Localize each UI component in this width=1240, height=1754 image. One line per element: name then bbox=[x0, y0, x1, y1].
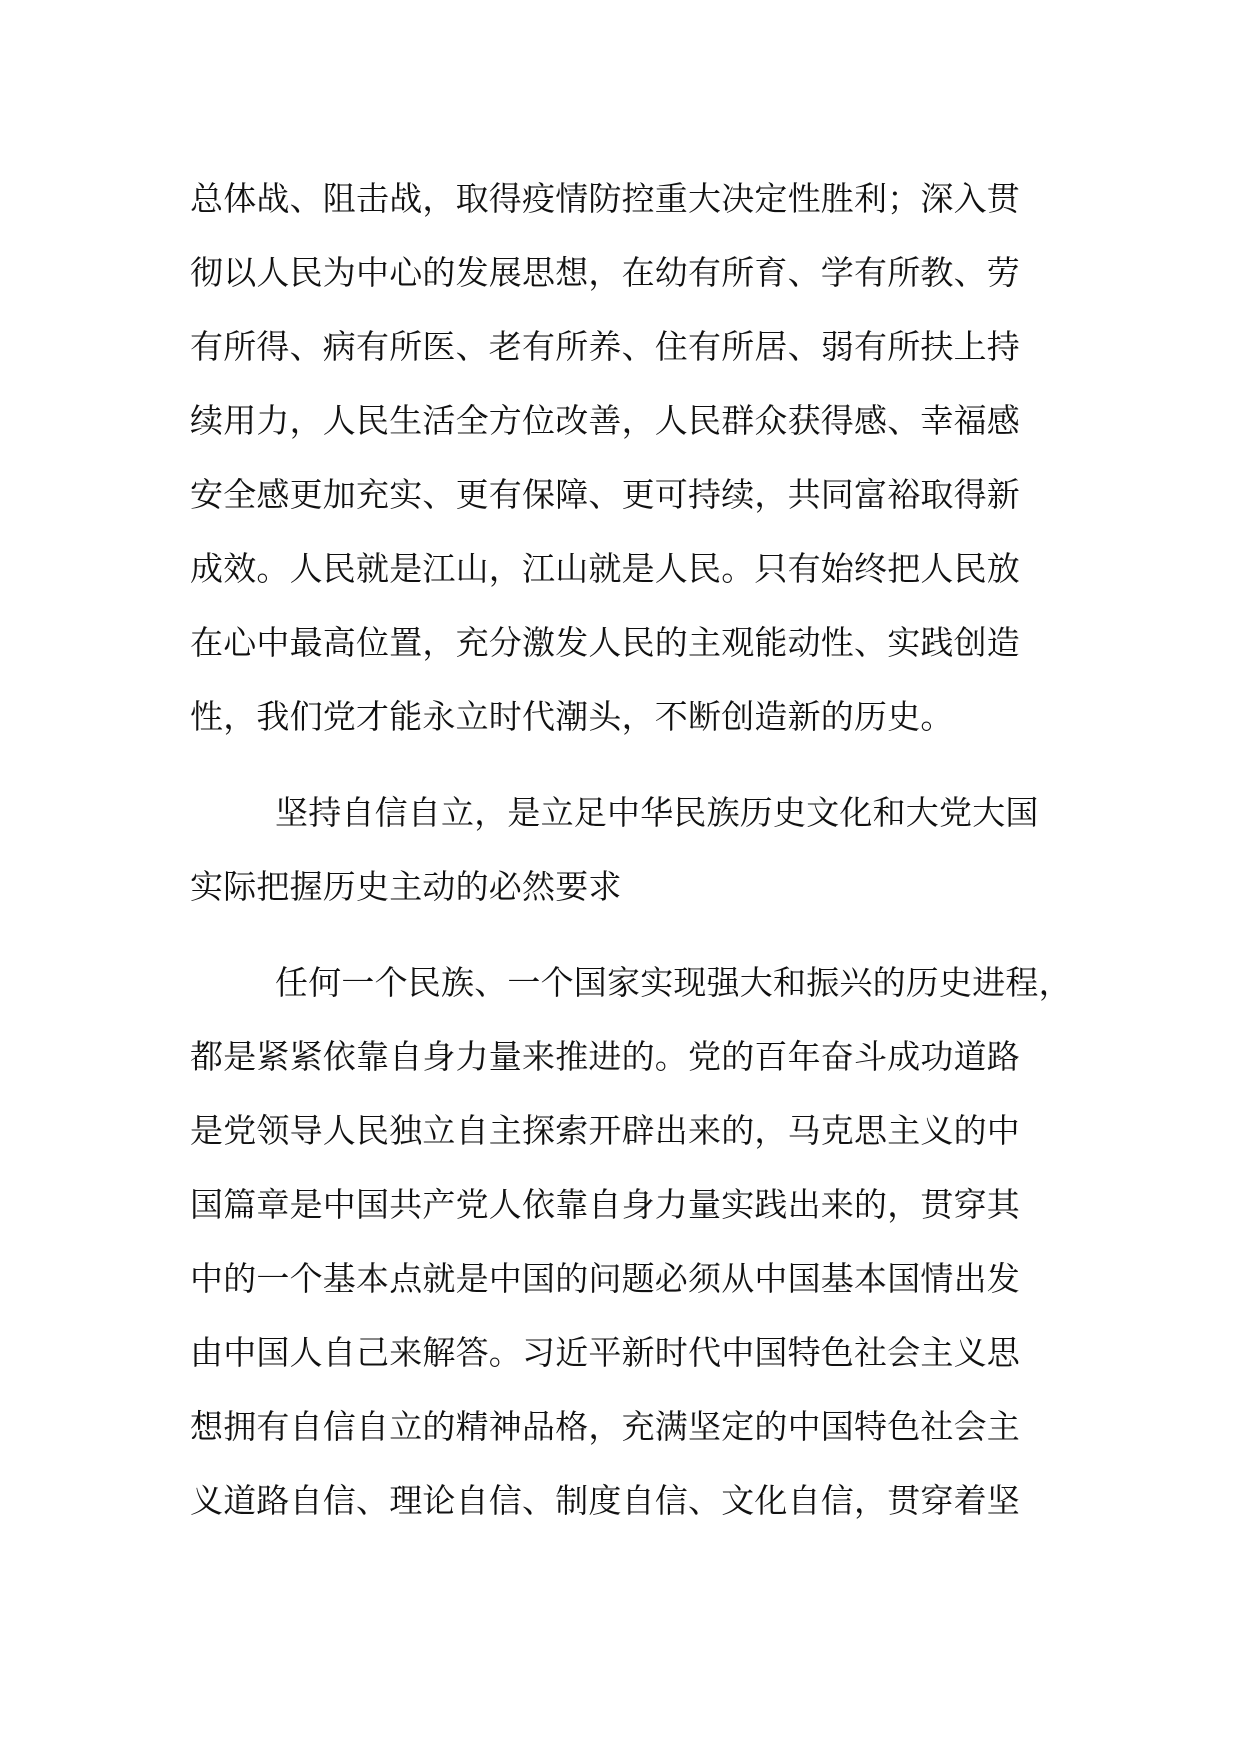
heading-line: 坚持自信自立，是立足中华民族历史文化和大党大国 bbox=[275, 793, 1039, 832]
paragraph-line: 都是紧紧依靠自身力量来推进的。党的百年奋斗成功道路 bbox=[190, 1037, 1020, 1076]
paragraph-line: 彻以人民为中心的发展思想，在幼有所育、学有所教、劳 bbox=[190, 253, 1020, 292]
section-heading bbox=[190, 776, 1050, 924]
paragraph-line: 任何一个民族、一个国家实现强大和振兴的历史进程， bbox=[275, 963, 1072, 1002]
paragraph-line: 在心中最高位置，充分激发人民的主观能动性、实践创造 bbox=[190, 623, 1020, 662]
paragraph-line: 由中国人自己来解答。习近平新时代中国特色社会主义思 bbox=[190, 1333, 1020, 1372]
paragraph-line: 义道路自信、理论自信、制度自信、文化自信，贯穿着坚 bbox=[190, 1481, 1020, 1520]
paragraph-line: 是党领导人民独立自主探索开辟出来的，马克思主义的中 bbox=[190, 1111, 1020, 1150]
paragraph-line: 续用力，人民生活全方位改善，人民群众获得感、幸福感 bbox=[190, 401, 1020, 440]
paragraph-line: 有所得、病有所医、老有所养、住有所居、弱有所扶上持 bbox=[190, 327, 1020, 366]
paragraph-2 bbox=[190, 946, 1072, 1538]
paragraph-1 bbox=[190, 162, 1050, 754]
paragraph-line: 中的一个基本点就是中国的问题必须从中国基本国情出发 bbox=[190, 1259, 1020, 1298]
paragraph-line: 成效。人民就是江山，江山就是人民。只有始终把人民放 bbox=[190, 549, 1020, 588]
paragraph-line: 总体战、阻击战，取得疫情防控重大决定性胜利；深入贯 bbox=[190, 179, 1020, 218]
paragraph-line: 安全感更加充实、更有保障、更可持续，共同富裕取得新 bbox=[190, 475, 1020, 514]
paragraph-line: 想拥有自信自立的精神品格，充满坚定的中国特色社会主 bbox=[190, 1407, 1020, 1446]
paragraph-line: 性，我们党才能永立时代潮头，不断创造新的历史。 bbox=[190, 697, 954, 736]
paragraph-line: 国篇章是中国共产党人依靠自身力量实践出来的，贯穿其 bbox=[190, 1185, 1020, 1224]
heading-line: 实际把握历史主动的必然要求 bbox=[190, 867, 622, 906]
